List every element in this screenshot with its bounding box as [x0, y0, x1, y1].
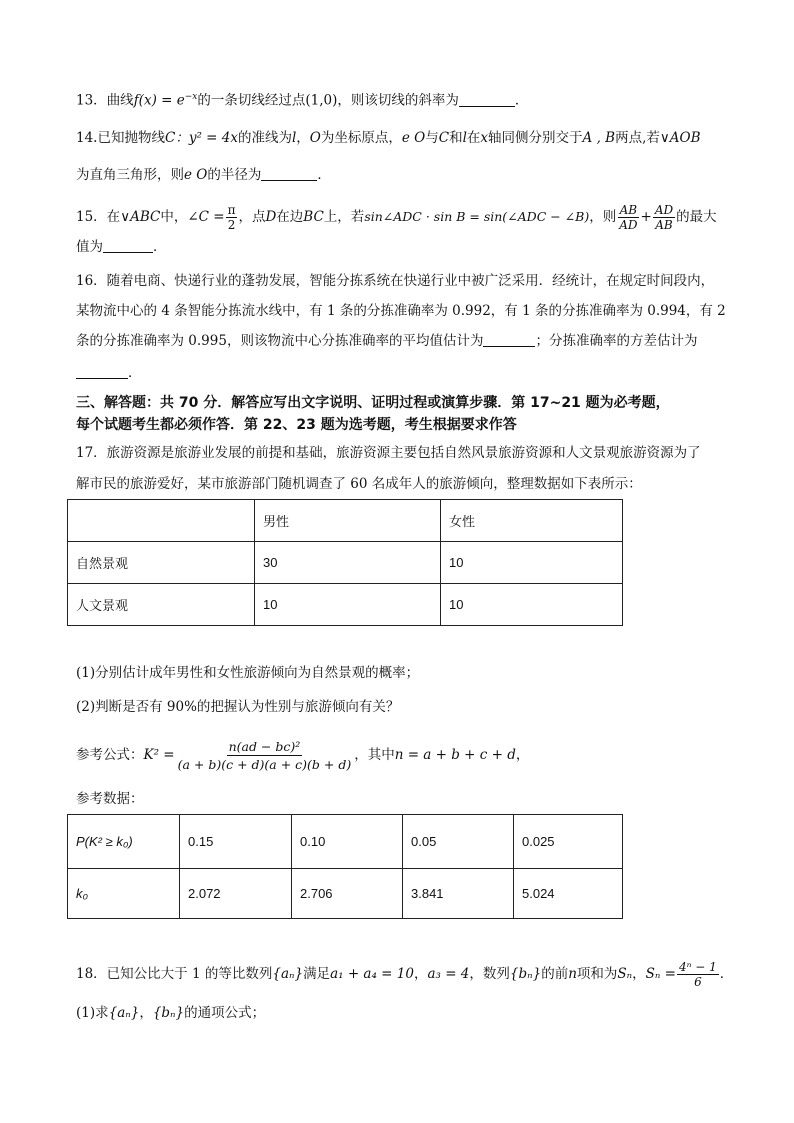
- question-15-line-1: [76, 203, 717, 232]
- answer-blank[interactable]: [261, 166, 317, 181]
- table-cell: 10: [441, 542, 623, 584]
- n-definition: n = a + b + c + d: [394, 747, 516, 763]
- question-14-line-1: [76, 128, 701, 148]
- question-13: [76, 87, 528, 111]
- formula-label: 参考公式：: [76, 747, 144, 763]
- table-header-cell: P(K² ≥ k₀): [68, 815, 180, 869]
- q18-text: ，: [139, 1005, 153, 1021]
- q18-condition-1: a₁ + a₄ = 10: [330, 966, 414, 982]
- fraction-AD-AB: [653, 203, 675, 232]
- q13-number: 13．: [76, 92, 107, 109]
- q18-text: 18．已知公比大于 1 的等比数列: [76, 966, 273, 982]
- table-header-cell: [68, 500, 255, 542]
- math-O: O: [309, 130, 321, 146]
- sequence-b: {bₙ}: [152, 1005, 185, 1021]
- q18-condition-2: a₃ = 4: [427, 966, 470, 982]
- sequence-a: {aₙ}: [108, 1005, 140, 1021]
- q14-text: 轴同侧分别交于: [488, 130, 583, 146]
- section-header-line-1: 三、解答题：共 70 分．解答应写出文字说明、证明过程或演算步骤．第 17~21 题为必考题，: [76, 395, 670, 411]
- frac-den: AD: [619, 218, 638, 232]
- q15-text: 在边: [276, 209, 304, 225]
- table-cell: 0.15: [180, 815, 292, 869]
- question-17-line-2: 解市民的旅游爱好，某市旅游部门随机调查了 60 名成年人的旅游倾向，整理数据如下表所示：: [76, 476, 642, 492]
- Sn-equals: Sₙ =: [645, 966, 676, 982]
- question-16-line-3: [76, 331, 697, 351]
- table-row: [68, 500, 623, 542]
- table-cell: 10: [255, 584, 441, 626]
- answer-blank[interactable]: [76, 364, 128, 379]
- k-squared: K² =: [143, 747, 175, 763]
- reference-table: [67, 814, 623, 919]
- math-l: l: [462, 130, 467, 146]
- math-n: n: [568, 966, 577, 982]
- q14-text: 为坐标原点，: [320, 130, 402, 146]
- q15-text: 中，: [160, 209, 188, 225]
- table-row: [68, 542, 623, 584]
- q13-point: (1,0): [305, 92, 338, 109]
- q15-text: 的最大: [676, 209, 717, 225]
- table-header-cell: 男性: [255, 500, 441, 542]
- q14-end: ．: [317, 167, 331, 183]
- q13-exponent: −x: [184, 92, 198, 102]
- q13-end: ．: [514, 92, 529, 109]
- table-cell: 人文景观: [68, 584, 255, 626]
- math-Sn: Sₙ: [617, 966, 633, 982]
- sequence-b: {bₙ}: [509, 966, 542, 982]
- table-row: [68, 869, 623, 919]
- answer-blank[interactable]: [103, 238, 153, 253]
- fraction-AB-AD: [617, 203, 639, 232]
- q18-text: 的通项公式；: [184, 1005, 266, 1021]
- frac-den: (a + b)(c + d)(a + c)(b + d): [177, 757, 352, 772]
- answer-blank[interactable]: [483, 332, 535, 347]
- k-squared-fraction: [176, 738, 354, 773]
- table-cell: 0.05: [403, 815, 514, 869]
- q18-text: 满足: [303, 966, 331, 982]
- math-C: C: [438, 130, 450, 146]
- circle-O: e O: [184, 167, 208, 183]
- q13-formula: f(x) = e: [133, 92, 185, 109]
- q16-text: ；分拣准确率的方差估计为: [535, 333, 698, 349]
- frac-den: AB: [655, 218, 673, 232]
- survey-table: [67, 499, 623, 626]
- table-cell: 30: [255, 542, 441, 584]
- q18-text: 的前: [541, 966, 569, 982]
- q17-part-1: (1)分别估计成年男性和女性旅游倾向为自然景观的概率；: [76, 665, 420, 681]
- math-l: l: [291, 130, 297, 146]
- q16-end: ．: [128, 365, 142, 381]
- math-BC: BC: [303, 209, 324, 225]
- q15-text: ，点: [238, 209, 266, 225]
- q14-text: 与: [425, 130, 439, 146]
- frac-den: 2: [227, 218, 236, 232]
- q18-part-1: [76, 1003, 265, 1023]
- section-header-line-2: 每个试题考生都必须作答．第 22、23 题为选考题，考生根据要求作答: [76, 417, 517, 433]
- q14-text: 的准线为: [237, 130, 292, 146]
- table-header-cell: k₀: [68, 869, 180, 919]
- question-18-line-1: [76, 960, 733, 989]
- question-17-line-1: 17．旅游资源是旅游业发展的前提和基础，旅游资源主要包括自然风景旅游资源和人文景观旅游资源为了: [76, 445, 701, 461]
- q14-text: 为直角三角形，则: [76, 167, 184, 183]
- table-row: [68, 584, 623, 626]
- table-cell: 0.025: [514, 815, 623, 869]
- circle-O: e O: [401, 130, 426, 146]
- frac-num: π: [227, 203, 236, 217]
- q18-text: ，数列: [469, 966, 510, 982]
- question-16-line-2: 某物流中心的 4 条智能分拣流水线中，有 1 条的分拣准确率为 0.992，有 1 条的分拣准确率为 0.994，有 2: [76, 303, 726, 319]
- question-14-line-2: [76, 165, 331, 185]
- q15-text: 15．在: [76, 209, 121, 225]
- parabola-equation: ：y² = 4x: [175, 130, 238, 146]
- frac-num: 4ⁿ − 1: [678, 960, 717, 974]
- q13-text: ，则该切线的斜率为: [337, 92, 459, 109]
- frac-num: AB: [619, 203, 638, 217]
- Sn-fraction: [677, 960, 719, 989]
- table-cell: 2.072: [180, 869, 292, 919]
- question-16-line-1: 16．随着电商、快递行业的蓬勃发展，智能分拣系统在快递行业中被广泛采用．经统计，在规定时间段内，: [76, 273, 715, 289]
- q13-text: 曲线: [106, 92, 134, 109]
- q18-text: ，: [632, 966, 646, 982]
- table-cell: 0.10: [292, 815, 403, 869]
- plus-sign: +: [640, 209, 652, 225]
- q15-text: 值为: [76, 239, 103, 255]
- points-AB: A , B: [582, 130, 616, 146]
- frac-num: n(ad − bc)²: [228, 739, 301, 754]
- q17-part-2: (2)判断是否有 90%的把握认为性别与旅游倾向有关？: [76, 699, 400, 715]
- table-header-cell: 女性: [441, 500, 623, 542]
- pi-over-2: [226, 203, 238, 232]
- math-D: D: [265, 209, 277, 225]
- triangle-ABC: ∨ABC: [120, 209, 161, 225]
- q18-text: ，: [413, 966, 428, 982]
- frac-den: 6: [694, 975, 702, 989]
- table-cell: 2.706: [292, 869, 403, 919]
- q15-text: ，则: [589, 209, 617, 225]
- table-cell: 3.841: [403, 869, 514, 919]
- table-cell: 5.024: [514, 869, 623, 919]
- q14-text: 14.已知抛物线: [76, 130, 165, 146]
- question-16-line-4: [76, 363, 142, 383]
- sequence-a: {aₙ}: [272, 966, 304, 982]
- q14-text: 和: [449, 130, 463, 146]
- q15-text: 上，若: [323, 209, 365, 225]
- reference-formula: [76, 738, 529, 773]
- table-cell: 10: [441, 584, 623, 626]
- q18-end: ．: [719, 966, 734, 982]
- formula-text: ，: [515, 747, 530, 763]
- math-C: C: [164, 130, 176, 146]
- math-x: x: [480, 130, 489, 146]
- answer-blank[interactable]: [459, 92, 515, 107]
- formula-text: ，其中: [354, 747, 395, 763]
- q15-condition: sin∠ADC · sin B = sin(∠ADC − ∠B): [364, 209, 590, 224]
- q14-text: 两点,若: [615, 130, 660, 146]
- q16-text: 条的分拣准确率为 0.995，则该物流中心分拣准确率的平均值估计为: [76, 333, 484, 349]
- q15-end: ．: [153, 239, 167, 255]
- q13-text: 的一条切线经过点: [197, 92, 306, 109]
- q18-text: 项和为: [576, 966, 618, 982]
- triangle-AOB: ∨AOB: [659, 130, 701, 146]
- q18-text: (1)求: [76, 1005, 109, 1021]
- reference-data-label: 参考数据：: [76, 791, 144, 807]
- q14-text: ，: [296, 130, 310, 146]
- q14-text: 的半径为: [207, 167, 262, 183]
- table-cell: 自然景观: [68, 542, 255, 584]
- angle-C: ∠C =: [187, 209, 225, 225]
- question-15-line-2: [76, 237, 167, 257]
- table-row: [68, 815, 623, 869]
- q14-text: 在: [466, 130, 481, 146]
- frac-num: AD: [654, 203, 674, 217]
